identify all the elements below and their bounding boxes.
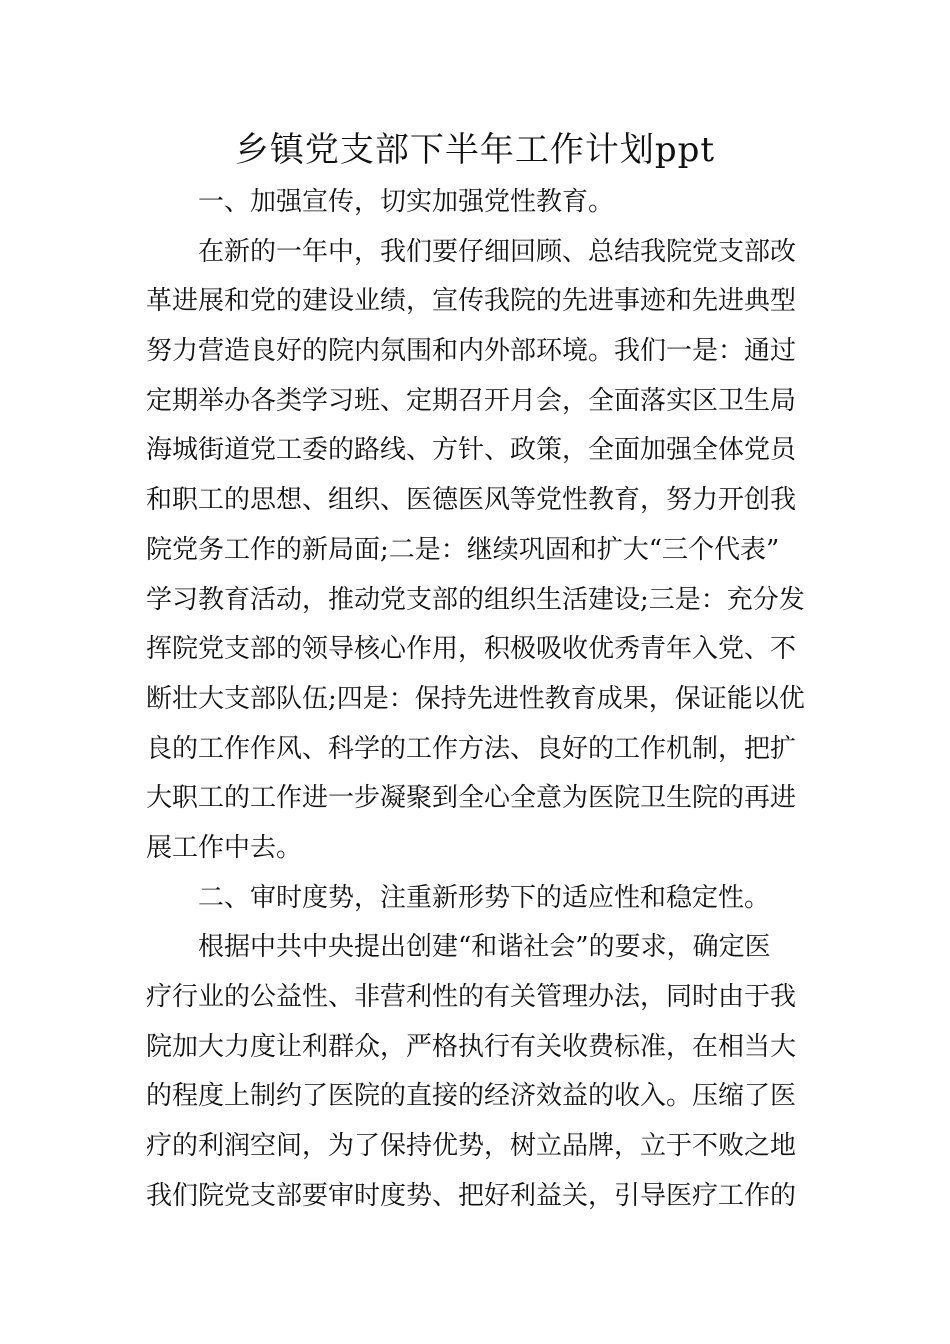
text-line: 院党务工作的新局面;二是：继续巩固和扩大“三个代表”	[146, 534, 780, 565]
text-line: 根据中共中央提出创建“和谐社会”的要求，确定医	[198, 932, 771, 963]
text-line: 疗行业的公益性、非营利性的有关管理办法，同时由于我	[146, 982, 797, 1012]
text-line: 学习教育活动，推动党支部的组织生活建设;三是：充分发	[146, 584, 805, 615]
text-line: 挥院党支部的领导核心作用，积极吸收优秀青年入党、不	[146, 634, 797, 665]
text-line: 一、加强宣传，切实加强党性教育。	[198, 187, 615, 217]
text-line: 和职工的思想、组织、医德医风等党性教育，努力开创我	[146, 485, 797, 516]
text-line: 断壮大支部队伍;四是：保持先进性教育成果，保证能以优	[146, 683, 805, 714]
text-line: 良的工作作风、科学的工作方法、良好的工作机制，把扩	[146, 733, 797, 764]
text-line: 大职工的工作进一步凝聚到全心全意为医院卫生院的再进	[146, 783, 797, 814]
text-line: 我们院党支部要审时度势、把好利益关，引导医疗工作的	[146, 1180, 797, 1211]
text-line: 在新的一年中，我们要仔细回顾、总结我院党支部改	[198, 236, 797, 267]
text-line: 二、审时度势，注重新形势下的适应性和稳定性。	[198, 882, 771, 913]
text-line: 海城街道党工委的路线、方针、政策，全面加强全体党员	[146, 435, 797, 466]
document-body	[146, 178, 818, 1221]
text-line: 努力营造良好的院内氛围和内外部环境。我们一是：通过	[146, 336, 797, 367]
text-line: 院加大力度让利群众，严格执行有关收费标准，在相当大	[146, 1031, 797, 1062]
text-line: 革进展和党的建设业绩，宣传我院的先进事迹和先进典型	[146, 286, 797, 317]
text-line: 疗的利润空间，为了保持优势，树立品牌，立于不败之地	[146, 1131, 797, 1162]
text-line: 展工作中去。	[146, 832, 303, 863]
text-line: 定期举办各类学习班、定期召开月会，全面落实区卫生局	[146, 385, 797, 416]
text-line: 的程度上制约了医院的直接的经济效益的收入。压缩了医	[146, 1081, 797, 1112]
document-title: 乡镇党支部下半年工作计划ppt	[234, 130, 716, 170]
